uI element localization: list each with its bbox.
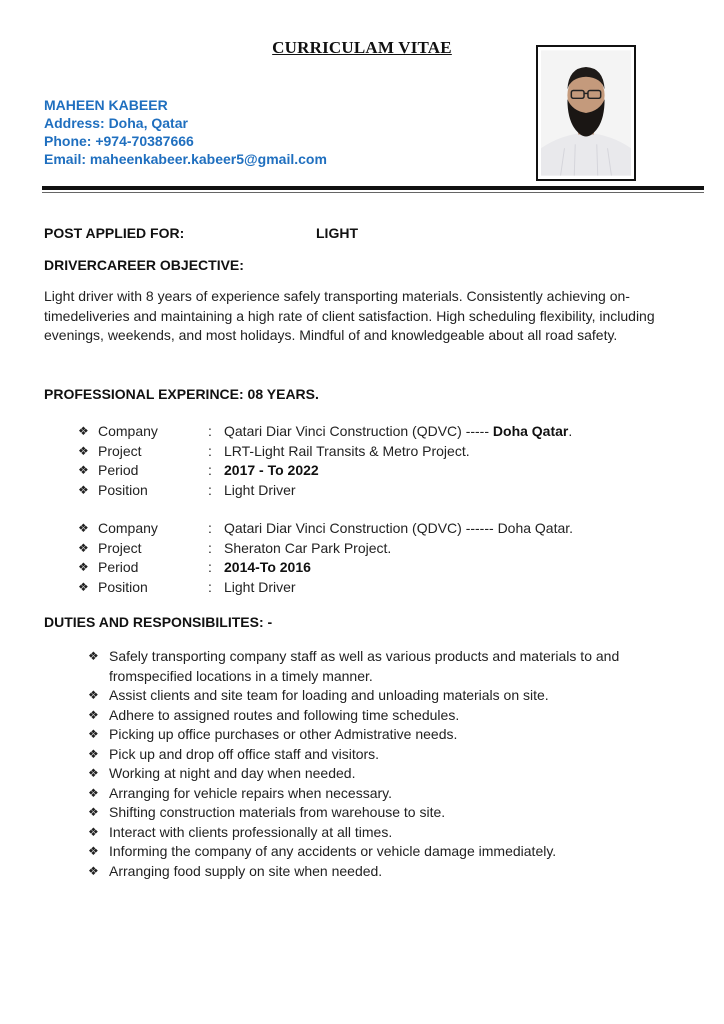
diamond-bullet-icon: ❖ [88,746,99,761]
period-value: 2014-To 2016 [224,559,311,575]
project-name: LRT-Light Rail Transits & Metro Project. [224,442,470,459]
company-location: Doha Qatar [492,423,569,439]
list-item: ❖ Adhere to assigned routes and following time schedules. [88,706,658,726]
candidate-name: MAHEEN KABEER [44,97,168,113]
position-label: Position [98,481,148,498]
address-line: Address: Doha, Qatar [44,115,188,131]
objective-heading: DRIVERCAREER OBJECTIVE: [44,257,244,273]
contact-block [44,96,327,168]
period-value: 2017 - To 2022 [224,462,319,478]
email-line: Email: maheenkabeer.kabeer5@gmail.com [44,151,327,167]
experience-heading: PROFESSIONAL EXPERINCE: 08 YEARS. [44,386,319,402]
diamond-bullet-icon: ❖ [88,649,99,663]
profile-photo-image [541,50,631,176]
list-item: ❖ Assist clients and site team for loading and unloading materials on site. [88,686,658,706]
post-applied-label: POST APPLIED FOR: [44,225,185,241]
list-item: ❖ Working at night and day when needed. [88,764,658,784]
period-label: Period [98,559,139,575]
list-item: ❖ Informing the company of any accidents or vehicle damage immediately. [88,842,658,862]
company-name: Qatari Diar Vinci Construction (QDVC) ------ [224,520,494,536]
company-location: Doha Qatar. [497,520,574,536]
company-label: Company [98,520,158,536]
duties-heading: DUTIES AND RESPONSIBILITES: - [44,614,273,630]
project-label: Project [98,539,142,556]
period-label: Period [98,462,139,478]
diamond-bullet-icon: ❖ [78,443,89,458]
objective-text: Light driver with 8 years of experience safely transporting materials. Consistently achieving on-timedeliveries and maintaining a high rate of client satisfaction. High scheduling flexibility, including evenings, weekends, and most holidays. Mindful of and knowledgeable about all road safety. [44,288,655,343]
list-item: ❖ Safely transporting company staff as well as various products and materials to and fromspecified locations in a timely manner. [88,648,620,684]
list-item: ❖ Shifting construction materials from warehouse to site. [88,803,658,823]
diamond-bullet-icon: ❖ [88,824,99,839]
diamond-bullet-icon: ❖ [88,766,99,780]
list-item: ❖ Pick up and drop off office staff and visitors. [88,745,658,765]
diamond-bullet-icon: ❖ [88,707,99,722]
position-label: Position [98,578,148,595]
diamond-bullet-icon: ❖ [78,424,89,438]
position-value: Light Driver [224,578,296,595]
diamond-bullet-icon: ❖ [88,844,99,858]
project-name: Sheraton Car Park Project. [224,539,392,556]
post-applied-value: LIGHT [316,225,358,241]
diamond-bullet-icon: ❖ [78,463,89,477]
diamond-bullet-icon: ❖ [88,688,99,702]
diamond-bullet-icon: ❖ [88,727,99,741]
diamond-bullet-icon: ❖ [88,805,99,819]
company-name: Qatari Diar Vinci Construction (QDVC) ----- [224,423,490,439]
diamond-bullet-icon: ❖ [88,863,99,878]
diamond-bullet-icon: ❖ [78,482,89,497]
project-label: Project [98,442,142,459]
list-item: ❖ Picking up office purchases or other Admistrative needs. [88,725,658,745]
diamond-bullet-icon: ❖ [78,521,89,535]
diamond-bullet-icon: ❖ [88,785,99,800]
profile-photo [536,45,636,181]
header-divider [42,186,704,190]
list-item: ❖ Interact with clients professionally at all times. [88,823,658,843]
list-item: ❖ Arranging food supply on site when needed. [88,862,658,882]
position-value: Light Driver [224,481,296,498]
diamond-bullet-icon: ❖ [78,560,89,574]
diamond-bullet-icon: ❖ [78,579,89,594]
list-item: ❖ Arranging for vehicle repairs when necessary. [88,784,658,804]
duties-list [88,647,658,881]
phone-line: Phone: +974-70387666 [44,133,194,149]
diamond-bullet-icon: ❖ [78,540,89,555]
document-title: CURRICULAM VITAE [272,38,452,57]
header-divider-thin [42,192,704,193]
company-label: Company [98,423,158,439]
